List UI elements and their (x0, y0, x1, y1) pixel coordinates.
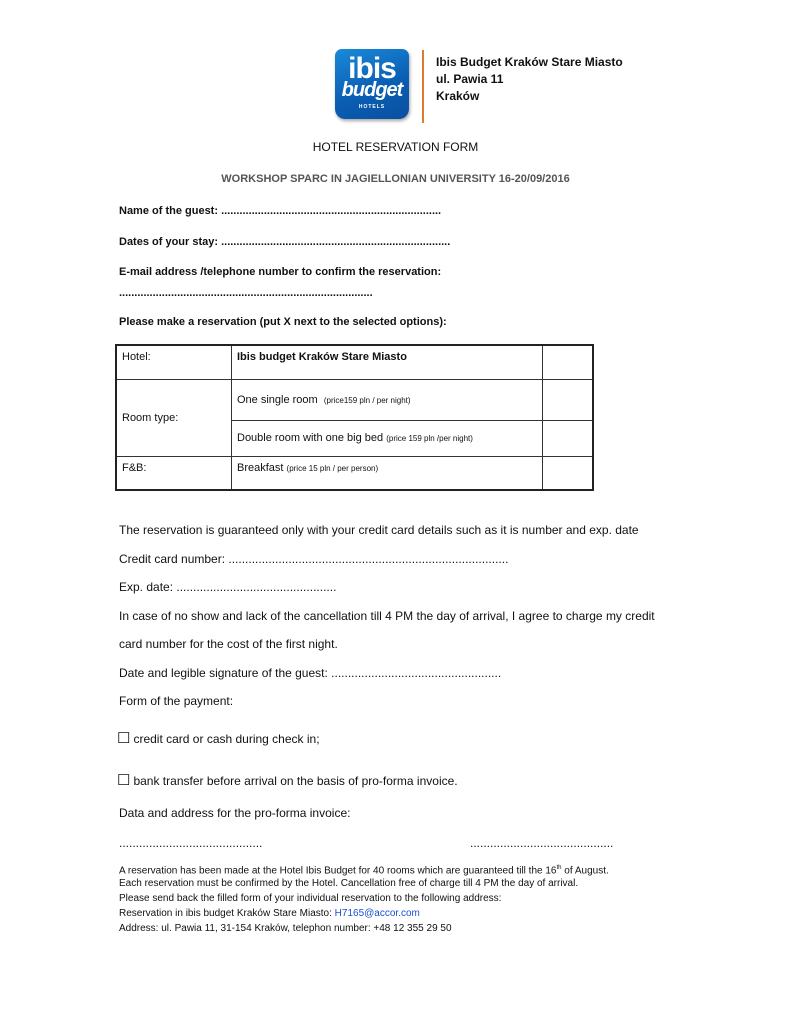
proforma-field-left[interactable]: ........................................... (119, 836, 263, 850)
single-room-check-cell[interactable] (543, 379, 594, 420)
signature-field[interactable]: Date and legible signature of the guest: ................................................... (119, 666, 502, 680)
single-room-cell (232, 379, 543, 420)
single-room-label: One single room (237, 393, 318, 406)
table-row (116, 456, 593, 490)
double-room-label: Double room with one big bed (237, 432, 384, 444)
header-divider (422, 50, 424, 123)
checkbox-icon[interactable]: ☐ (117, 730, 131, 747)
proforma-label: Data and address for the pro-forma invoice: (119, 806, 351, 820)
exp-date-field[interactable]: Exp. date: ................................................ (119, 580, 337, 594)
payment-option-transfer-label: bank transfer before arrival on the basis of pro-forma invoice. (133, 774, 458, 788)
form-title: HOTEL RESERVATION FORM (312, 140, 479, 154)
payment-option-card[interactable] (117, 731, 320, 747)
hotel-city: Kraków (436, 89, 480, 103)
table-row (116, 379, 593, 420)
reservation-table (115, 344, 594, 491)
breakfast-cell (232, 456, 543, 490)
ibis-budget-logo (335, 49, 409, 119)
double-room-price: (price 159 pln /per night) (386, 434, 473, 443)
no-show-text-line2: card number for the cost of the first night. (119, 637, 338, 651)
breakfast-price: (price 15 pln / per person) (286, 463, 379, 473)
footer-line-1-text: A reservation has been made at the Hotel Ibis Budget for 40 rooms which are guaranteed till the 16 (119, 865, 557, 877)
email-link[interactable]: H7165@accor.com (334, 908, 420, 919)
payment-option-transfer[interactable] (117, 773, 458, 789)
proforma-field-right[interactable]: ........................................... (470, 836, 614, 850)
double-room-check-cell[interactable] (543, 420, 594, 456)
double-room-cell (232, 420, 543, 456)
contact-field[interactable]: ................................................................................... (119, 287, 373, 299)
table-row (116, 345, 593, 379)
hotel-street: ul. Pawia 11 (436, 72, 504, 86)
stay-dates-field[interactable]: Dates of your stay: ........................................................................... (119, 236, 451, 248)
checkbox-icon[interactable]: ☐ (117, 772, 131, 789)
breakfast-check-cell[interactable] (543, 456, 594, 490)
hotel-check-cell[interactable] (543, 345, 594, 379)
hotel-name: Ibis Budget Kraków Stare Miasto (436, 55, 623, 69)
footer-line-5: Address: ul. Pawia 11, 31-154 Kraków, telephon number: +48 12 355 29 50 (119, 923, 452, 934)
hotel-value-cell: Ibis budget Kraków Stare Miasto (232, 345, 543, 379)
payment-option-card-label: credit card or cash during check in; (133, 732, 320, 746)
logo-ibis-text: ibis (348, 52, 396, 85)
no-show-text-line1: In case of no show and lack of the cancellation till 4 PM the day of arrival, I agree to charge my credit (119, 609, 655, 623)
contact-label: E-mail address /telephone number to confirm the reservation: (119, 266, 442, 278)
logo-budget-text: budget (341, 79, 403, 101)
room-type-label-cell: Room type: (116, 379, 232, 456)
single-room-price: (price159 pln / per night) (323, 395, 411, 405)
footer-superscript: th (556, 865, 562, 871)
credit-card-number-field[interactable]: Credit card number: .................................................................................... (119, 552, 509, 566)
footer-line-4 (119, 907, 420, 922)
fb-label-cell: F&B: (116, 456, 232, 490)
footer-line-4-label: Reservation in ibis budget Kraków Stare Miasto: (119, 908, 335, 919)
hotel-label-cell: Hotel: (116, 345, 232, 379)
footer-line-3: Please send back the filled form of your individual reservation to the following address: (119, 893, 502, 904)
workshop-title: WORKSHOP SPARC IN JAGIELLONIAN UNIVERSITY 16-20/09/2016 (221, 173, 570, 185)
breakfast-label: Breakfast (237, 461, 284, 474)
footer-line-1-end: of August. (561, 865, 609, 877)
instructions-text: Please make a reservation (put X next to the selected options): (119, 316, 447, 328)
guarantee-text: The reservation is guaranteed only with your credit card details such as it is number and exp. date (119, 523, 639, 537)
guest-name-field[interactable]: Name of the guest: ........................................................................ (119, 205, 442, 217)
payment-form-label: Form of the payment: (119, 694, 234, 708)
footer-line-2: Each reservation must be confirmed by the Hotel. Cancellation free of charge till 4 PM the day of arrival. (119, 878, 579, 889)
logo-hotels-text: HOTELS (358, 104, 386, 110)
